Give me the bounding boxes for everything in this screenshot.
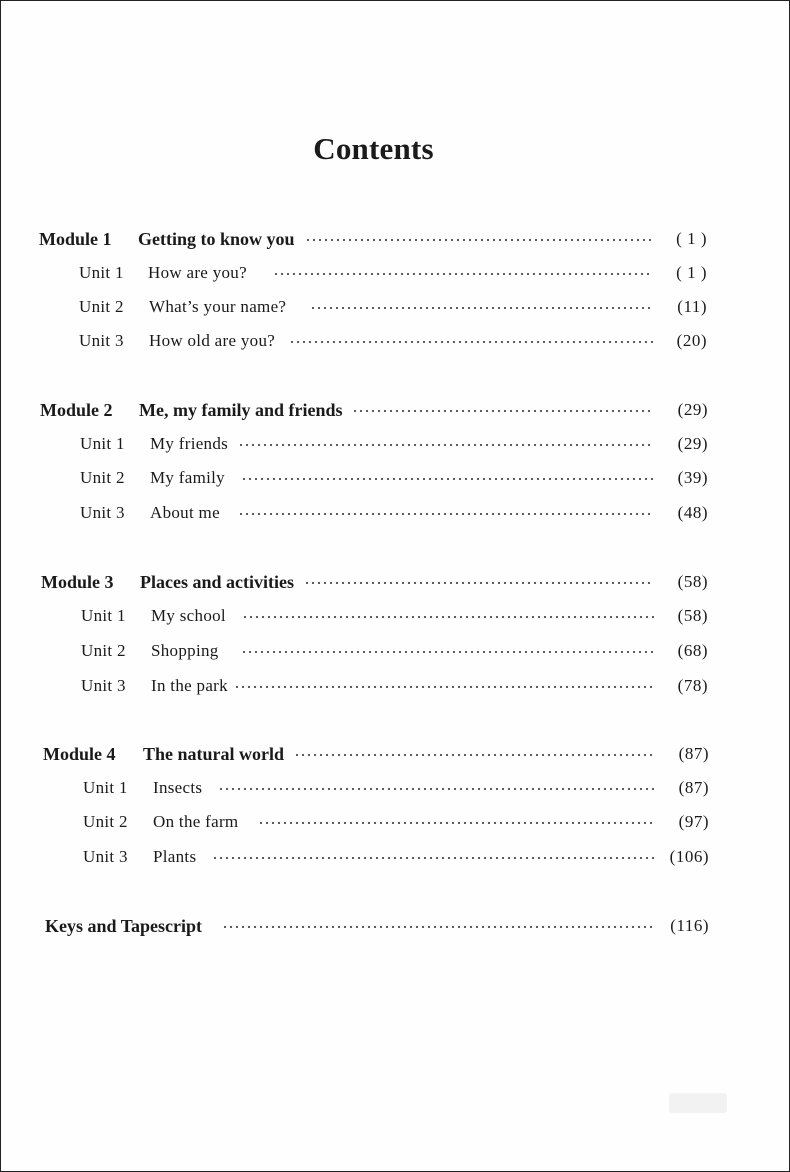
toc-unit-2-2 [80, 465, 708, 491]
toc-unit-4-2 [83, 809, 709, 835]
unit-title: Insects [153, 778, 203, 797]
page-number: (39) [677, 468, 708, 487]
unit-title: My family [150, 468, 225, 487]
page-number: (106) [669, 847, 709, 866]
leader-dots [294, 754, 655, 756]
module-title: Getting to know you [138, 228, 295, 249]
toc-unit-3-3 [81, 673, 708, 699]
leader-dots [304, 582, 654, 584]
leader-dots [310, 307, 653, 309]
unit-label: Unit 3 [81, 676, 126, 695]
unit-title: Shopping [151, 641, 219, 660]
toc-module-3 [41, 569, 708, 595]
unit-title: My friends [150, 434, 229, 453]
leader-dots [241, 651, 654, 653]
toc-unit-1-3 [79, 328, 707, 354]
toc-unit-4-1 [83, 775, 709, 801]
page-number: ( 1 ) [676, 263, 707, 282]
module-label: Module 2 [40, 399, 113, 420]
leader-dots [212, 857, 655, 859]
unit-title: On the farm [153, 812, 239, 831]
leader-dots [242, 616, 654, 618]
unit-label: Unit 2 [80, 468, 125, 487]
toc-unit-1-2 [79, 294, 707, 320]
leader-dots [241, 478, 654, 480]
page-number: (11) [677, 297, 707, 316]
toc-unit-4-3 [83, 844, 709, 870]
leader-dots [238, 513, 654, 515]
unit-label: Unit 1 [83, 778, 128, 797]
module-title: The natural world [143, 743, 285, 764]
module-label: Module 1 [39, 228, 112, 249]
toc-unit-2-1 [80, 431, 708, 457]
unit-label: Unit 3 [79, 331, 124, 350]
module-title: Me, my family and friends [139, 399, 343, 420]
leader-dots [352, 410, 654, 412]
leader-dots [218, 788, 655, 790]
leader-dots [222, 926, 655, 928]
unit-label: Unit 3 [83, 847, 128, 866]
module-label: Module 4 [43, 743, 116, 764]
page-number: (68) [677, 641, 708, 660]
page-number: (58) [677, 572, 708, 591]
unit-label: Unit 2 [79, 297, 124, 316]
unit-label: Unit 2 [81, 641, 126, 660]
unit-label: Unit 1 [80, 434, 125, 453]
page-number: (48) [677, 503, 708, 522]
unit-label: Unit 1 [79, 263, 124, 282]
toc-keys-and-tapescript [45, 913, 709, 939]
unit-title: How are you? [148, 263, 247, 282]
unit-title: What’s your name? [149, 297, 287, 316]
toc-module-1 [39, 226, 707, 252]
page-number: (20) [676, 331, 707, 350]
unit-title: My school [151, 606, 226, 625]
page-title: Contents [313, 131, 434, 166]
page-number: (87) [678, 778, 709, 797]
section-title: Keys and Tapescript [45, 915, 203, 936]
leader-dots [289, 341, 653, 343]
page-number: (87) [678, 744, 709, 763]
module-label: Module 3 [41, 571, 114, 592]
leader-dots [234, 686, 654, 688]
unit-title: How old are you? [149, 331, 276, 350]
leader-dots [305, 239, 653, 241]
page-number: ( 1 ) [676, 229, 707, 248]
toc-unit-2-3 [80, 500, 708, 526]
page-number: (78) [677, 676, 708, 695]
unit-label: Unit 1 [81, 606, 126, 625]
page-number: (58) [677, 606, 708, 625]
page-number: (29) [677, 400, 708, 419]
unit-label: Unit 3 [80, 503, 125, 522]
toc-unit-3-2 [81, 638, 708, 664]
unit-label: Unit 2 [83, 812, 128, 831]
page-number: (29) [677, 434, 708, 453]
toc-module-2 [40, 397, 708, 423]
scan-smudge [669, 1093, 727, 1113]
toc-unit-3-1 [81, 603, 708, 629]
module-title: Places and activities [140, 571, 294, 592]
leader-dots [273, 273, 653, 275]
unit-title: About me [150, 503, 220, 522]
toc-unit-1-1 [79, 260, 707, 286]
leader-dots [258, 822, 655, 824]
unit-title: In the park [151, 676, 228, 695]
page-number: (97) [678, 812, 709, 831]
leader-dots [238, 444, 654, 446]
toc-module-4 [43, 741, 709, 767]
unit-title: Plants [153, 847, 197, 866]
page-number: (116) [670, 916, 709, 935]
